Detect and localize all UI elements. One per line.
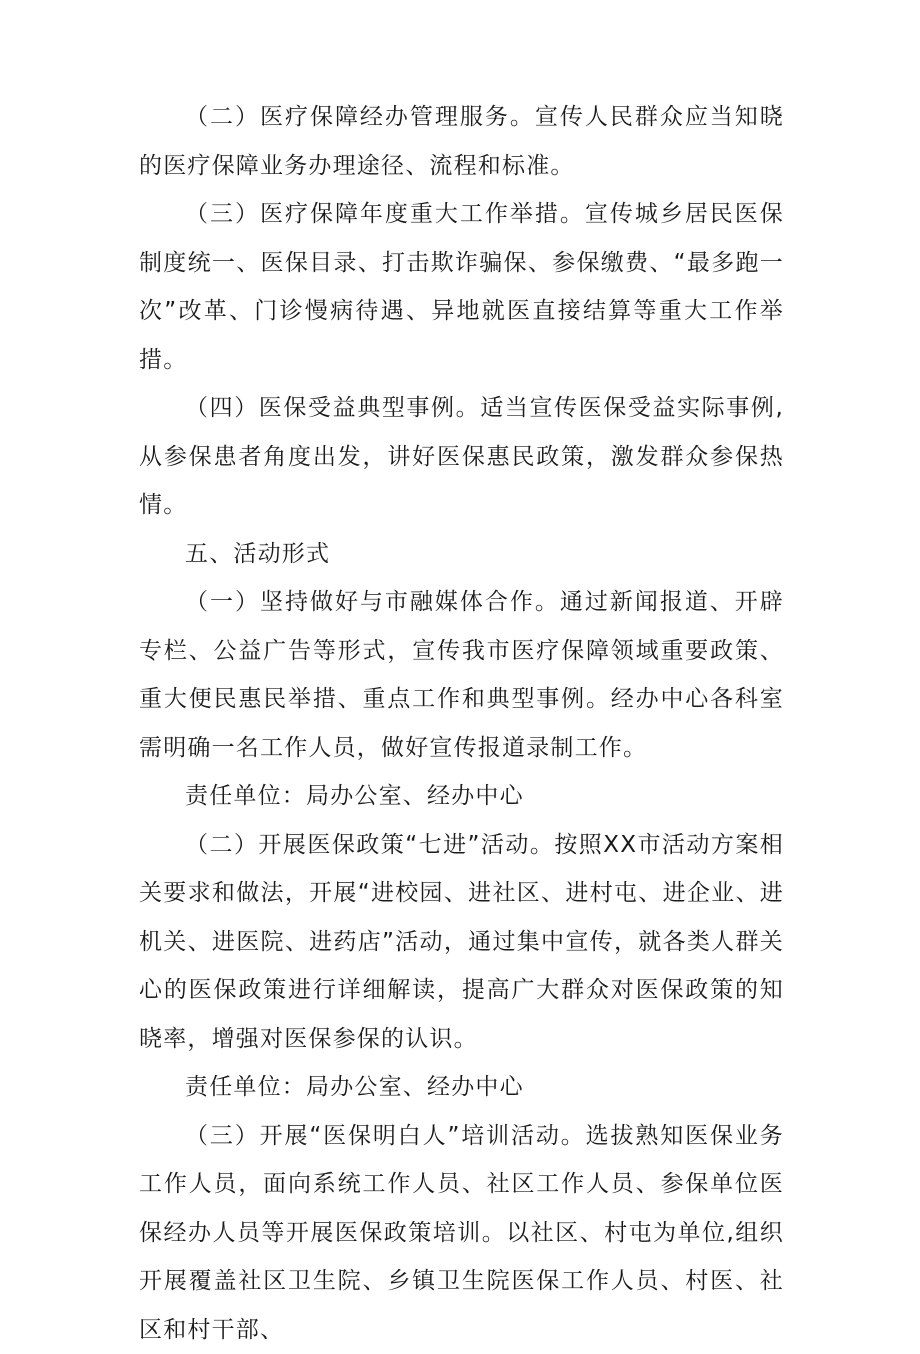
paragraph-seven-entries: （二）开展医保政策“七进”活动。按照XX市活动方案相关要求和做法，开展“进校园、进社区、进村屯、进企业、进机关、进医院、进药店”活动，通过集中宣传，就各类人群关心的医保政策进行详细解读，提高广大群众对医保政策的知晓率，增强对医保参保的认识。 <box>139 821 784 1064</box>
paragraph-typical-cases: （四）医保受益典型事例。适当宣传医保受益实际事例,从参保患者角度出发，讲好医保惠民政策，激发群众参保热情。 <box>139 384 784 530</box>
paragraph-medical-service: （二）医疗保障经办管理服务。宣传人民群众应当知晓的医疗保障业务办理途径、流程和标准。 <box>139 93 784 190</box>
responsible-unit-1: 责任单位：局办公室、经办中心 <box>139 772 784 821</box>
responsible-unit-2: 责任单位：局办公室、经办中心 <box>139 1063 784 1112</box>
section-heading-activity-forms: 五、活动形式 <box>139 530 784 579</box>
paragraph-media-cooperation: （一）坚持做好与市融媒体合作。通过新闻报道、开辟专栏、公益广告等形式，宣传我市医疗保障领域重要政策、重大便民惠民举措、重点工作和典型事例。经办中心各科室需明确一名工作人员，做好宣传报道录制工作。 <box>139 578 784 772</box>
paragraph-major-measures: （三）医疗保障年度重大工作举措。宣传城乡居民医保制度统一、医保目录、打击欺诈骗保、参保缴费、“最多跑一次”改革、门诊慢病待遇、异地就医直接结算等重大工作举措。 <box>139 190 784 384</box>
paragraph-training-activity: （三）开展“医保明白人”培训活动。选拔熟知医保业务工作人员，面向系统工作人员、社区工作人员、参保单位医保经办人员等开展医保政策培训。以社区、村屯为单位,组织开展覆盖社区卫生院、乡镇卫生院医保工作人员、村医、社区和村干部、 <box>139 1112 784 1354</box>
document-page <box>139 93 784 1354</box>
